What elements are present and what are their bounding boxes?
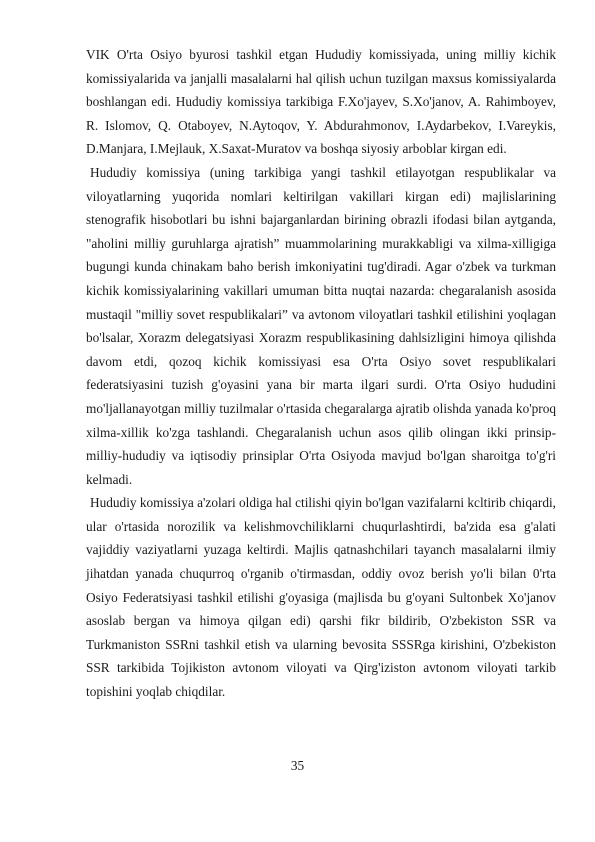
- paragraph: Hududiy komissiya a'zolari oldiga hal ctilishi qiyin bo'lgan vazifalarni kcltirib chiqardi, ular o'rtasida norozilik va kelishmovchiliklarni chuqurlashtirdi, ba'zida esa g'alati vajiddiy vaziyatlarni yuzaga keltirdi. Majlis qatnashchilari tayanch masalalarni ilmiy jihatdan yanada chuqurroq o'rganib o'tirmasdan, oddiy ovoz berish yo'li bilan 0'rta Osiyo Federatsiyasi tashkil etilishi g'oyasiga (majlisda bu g'oyani Sultonbek Xo'janov asoslab bergan va himoya qilgan edi) qarshi fikr bildirib, O'zbekiston SSR va Turkmaniston SSRni tashkil etish va ularning bevosita SSSRga kirishini, O'zbekiston SSR tarkibida Tojikiston avtonom viloyati va Qirg'iziston avtonom viloyati tarkib topishini yoqlab chiqdilar.: [86, 495, 557, 700]
- paragraph: VIK O'rta Osiyo byurosi tashkil etgan Hududiy komissiyada, uning milliy kichik komissiyalarida va janjalli masalalarni hal qilish uchun tuzilgan maxsus komissiyalarda boshlangan edi. Hududiy komissiya tarkibiga F.Xo'jayev, S.Xo'janov, A. Rahimboyev, R. Islomov, Q. Otaboyev, N.Aytoqov, Y. Abdurahmonov, I.Aydarbekov, I.Vareykis, D.Manjara, I.Mejlauk, X.Saxat-Muratov va boshqa siyosiy arboblar kirgan edi.: [86, 47, 556, 157]
- document-body: [86, 43, 556, 704]
- paragraph: Hududiy komissiya (uning tarkibiga yangi tashkil etilayotgan respublikalar va viloyatlarning yuqorida nomlari keltirilgan vakillari kirgan edi) majlislarining stenografik hisobotlari bu ishni bajarganlardan birining obrazli ifodasi bilan aytganda, "aholini milliy guruhlarga ajratish” muammolarining murakkabligi va xilma-xilligiga bugungi kunda chinakam baho berish imkoniyatini tug'diradi. Agar o'zbek va turkman kichik komissiyalarining vakillari umuman bitta nuqtai nazarda: chegaralanish asosida mustaqil "milliy sovet respublikalari” va avtonom viloyatlari tashkil etilishini yoqlagan bo'lsalar, Xorazm delegatsiyasi Xorazm respublikasining dahlsizligini himoya qilishda davom etdi, qozoq kichik komissiyasi esa O'rta Osiyo sovet respublikalari federatsiyasini tuzish g'oyasini yana bir marta ilgari surdi. O'rta Osiyo hududini mo'ljallanayotgan milliy tuzilmalar o'rtasida chegaralarga ajratib olishda yanada ko'proq xilma-xillik ko'zga tashlandi. Chegaralanish uchun asos qilib olingan ikki prinsip-milliy-hududiy va iqtisodiy prinsiplar O'rta Osiyoda mavjud bo'lgan sharoitga to'g'ri kelmadi.: [86, 164, 556, 487]
- page-number: 35: [290, 758, 305, 773]
